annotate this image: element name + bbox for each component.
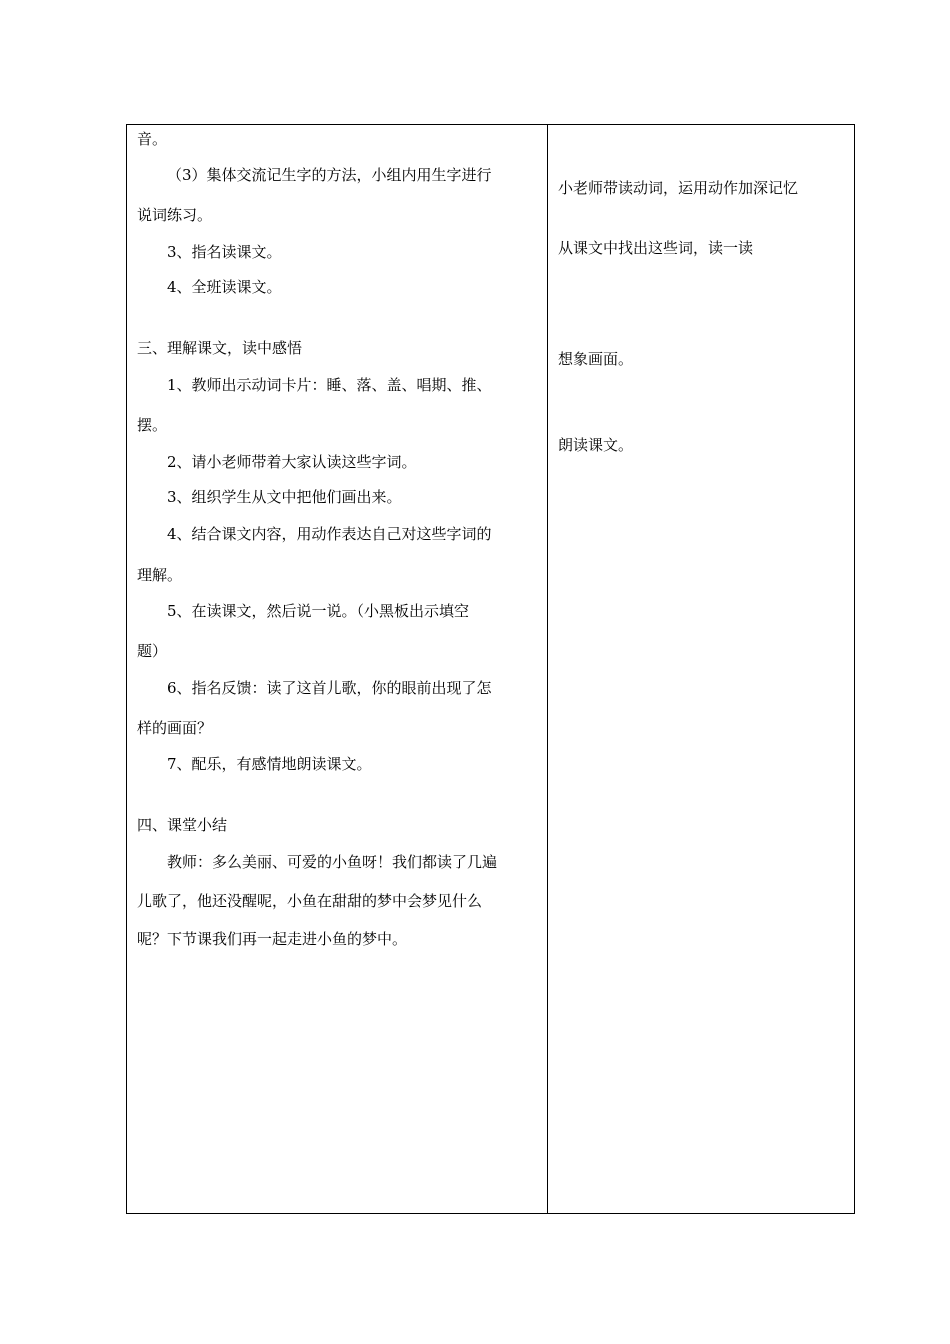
text-line: 样的画面？	[137, 719, 213, 737]
text-line: 从课文中找出这些词，读一读	[558, 239, 754, 257]
text-line: 儿歌了，他还没醒呢，小鱼在甜甜的梦中会梦见什么	[137, 892, 483, 910]
text-line: 7、配乐，有感情地朗读课文。	[167, 755, 372, 773]
section-heading: 四、课堂小结	[137, 816, 228, 834]
text-line: 3、指名读课文。	[167, 243, 282, 261]
text-line: 4、全班读课文。	[167, 278, 282, 296]
text-line: （3）集体交流记生字的方法，小组内用生字进行	[167, 166, 492, 184]
column-divider	[547, 125, 548, 1213]
text-line: 6、指名反馈：读了这首儿歌，你的眼前出现了怎	[167, 679, 492, 697]
text-line: 4、结合课文内容，用动作表达自己对这些字词的	[167, 525, 492, 543]
text-line: 小老师带读动词，运用动作加深记忆	[558, 179, 799, 197]
text-line: 2、请小老师带着大家认读这些字词。	[167, 453, 417, 471]
text-line: 教师：多么美丽、可爱的小鱼呀！我们都读了几遍	[167, 853, 498, 871]
text-line: 题）	[137, 642, 168, 660]
text-line: 理解。	[137, 566, 183, 584]
text-line: 1、教师出示动词卡片：睡、落、盖、唱期、推、	[167, 376, 492, 394]
text-line: 音。	[137, 130, 168, 148]
text-line: 摆。	[137, 416, 168, 434]
text-line: 3、组织学生从文中把他们画出来。	[167, 488, 402, 506]
text-line: 说词练习。	[137, 206, 213, 224]
section-heading: 三、理解课文，读中感悟	[137, 339, 303, 357]
lesson-plan-table	[126, 124, 855, 1214]
text-line: 5、在读课文，然后说一说。（小黑板出示填空	[167, 602, 470, 620]
text-line: 想象画面。	[558, 350, 634, 368]
text-line: 朗读课文。	[558, 436, 634, 454]
text-line: 呢？下节课我们再一起走进小鱼的梦中。	[137, 930, 408, 948]
